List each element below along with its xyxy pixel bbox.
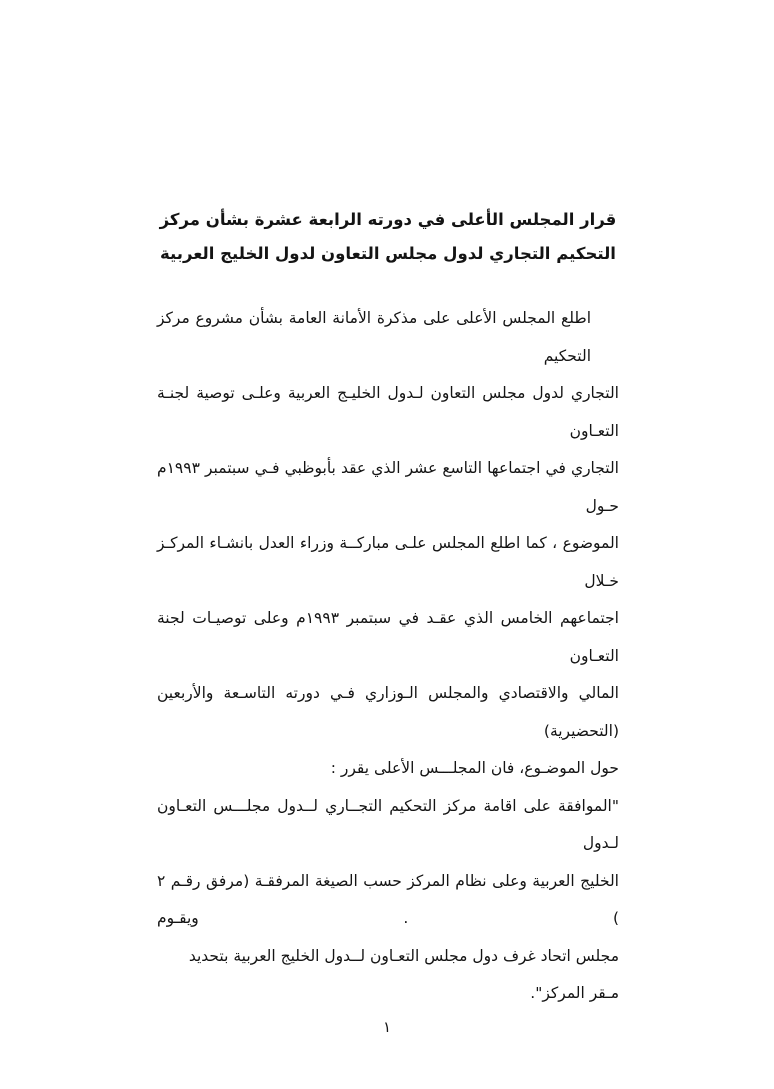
- body-line: حول الموضـوع، فان المجلـــس الأعلى يقرر :: [330, 759, 619, 777]
- page-number: ١: [382, 1018, 392, 1036]
- title-line-2: التحكيم التجاري لدول مجلس التعاون لدول الخليج العربية: [160, 244, 616, 263]
- body-line: اطلع المجلس الأعلى على مذكرة الأمانة العامة بشأن مشروع مركز التحكيم: [157, 309, 591, 365]
- document-body: [157, 300, 619, 1013]
- title-line-1: قرار المجلس الأعلى في دورته الرابعة عشرة بشأن مركز: [159, 210, 617, 229]
- body-line: "الموافقة على اقامة مركز التحكيم التجــاري لــدول مجلـــس التعـاون لـدول: [157, 796, 619, 852]
- body-line: التجاري في اجتماعها التاسع عشر الذي عقد بأبوظبي فـي سبتمبر ١٩٩٣م حـول: [157, 459, 619, 515]
- body-line: اجتماعهم الخامس الذي عقـد في سبتمبر ١٩٩٣م وعلى توصيـات لجنة التعـاون: [157, 609, 619, 665]
- body-line: مجلس اتحاد غرف دول مجلس التعـاون لــدول الخليج العربية بتحديد مـقر المركز".: [188, 946, 619, 1002]
- body-line: الموضوع ، كما اطلع المجلس علـى مباركــة وزراء العدل بانشـاء المركـز خـلال: [157, 534, 619, 590]
- page-content: [157, 203, 619, 1013]
- body-line: التجاري لدول مجلس التعاون لـدول الخليـج العربية وعلـى توصية لجنـة التعـاون: [157, 384, 619, 440]
- body-line: المالي والاقتصادي والمجلس الـوزاري فـي دورته التاسـعة والأربعين (التحضيرية): [157, 684, 619, 740]
- body-line: الخليج العربية وعلى نظام المركز حسب الصيغة المرفقـة (مرفق رقـم ٢ ) . ويقـوم: [157, 871, 619, 927]
- document-title: [157, 203, 619, 271]
